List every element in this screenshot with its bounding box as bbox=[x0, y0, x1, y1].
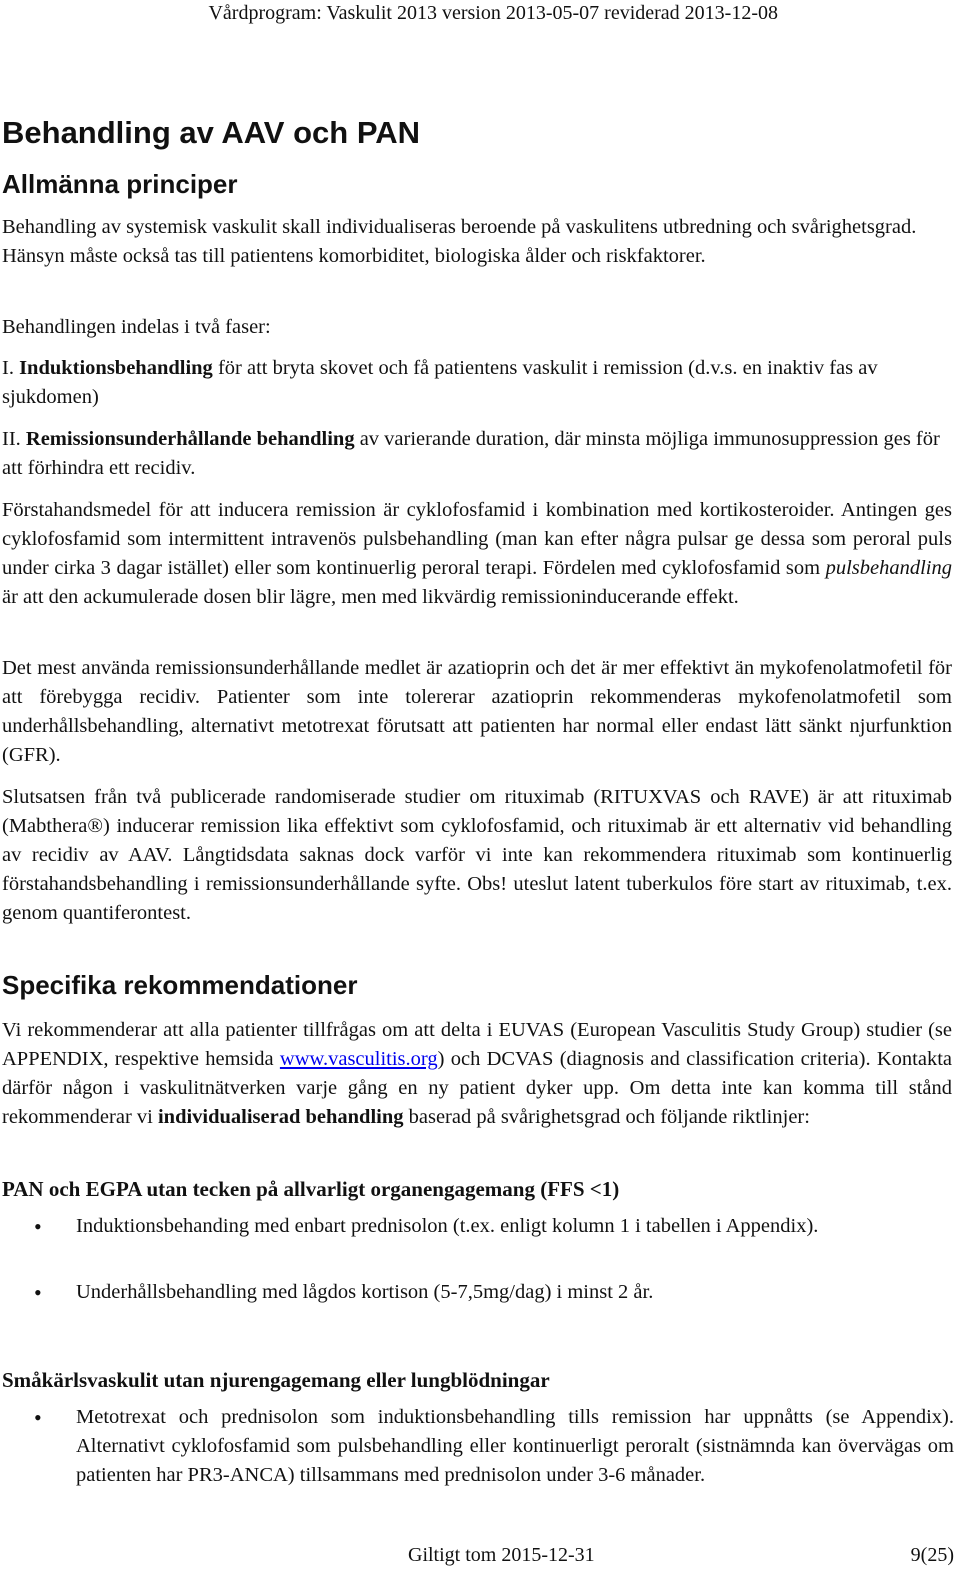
paragraph-two-phases: Behandlingen indelas i två faser: bbox=[2, 316, 271, 338]
euvas-text-3: baserad på svårighetsgrad och följande riktlinjer: bbox=[403, 1106, 810, 1128]
vasculitis-org-link[interactable]: www.vasculitis.org bbox=[279, 1048, 438, 1070]
page-number: 9(25) bbox=[910, 1544, 954, 1566]
bullet-icon: • bbox=[34, 1214, 42, 1239]
phase-2-number: II. bbox=[2, 428, 21, 450]
list-item: Underhållsbehandling med lågdos kortison (5-7,5mg/dag) i minst 2 år. bbox=[76, 1281, 654, 1303]
pulse-treatment-term: pulsbehandling bbox=[825, 557, 952, 579]
subheading-small-vessel-vasculitis: Småkärlsvaskulit utan njurengagemang eller lungblödningar bbox=[2, 1368, 550, 1392]
paragraph-cyclophosphamide bbox=[2, 496, 952, 612]
list-item: Induktionsbehanding med enbart prednisolon (t.ex. enligt kolumn 1 i tabellen i Appendix). bbox=[76, 1215, 819, 1237]
phase-1-induction bbox=[2, 354, 952, 412]
phase-2-term: Remissionsunderhållande behandling bbox=[25, 428, 355, 450]
bullet-icon: • bbox=[34, 1280, 42, 1305]
list-item: Metotrexat och prednisolon som induktionsbehandling tills remission har uppnåtts (se Appendix). Alternativt cyklofosfamid som pulsbehandling eller kontinuerligt peroralt (sistnämnda kan övervägas om patienten har PR3-ANCA) tillsammans med prednisolon under 3-6 månader. bbox=[76, 1406, 954, 1486]
phase-1-text: för att bryta skovet och få patientens vaskulit i remission (d.v.s. en inaktiv fas av sjukdomen) bbox=[2, 357, 878, 408]
page-title: Behandling av AAV och PAN bbox=[2, 115, 420, 150]
paragraph-azathioprine: Det mest använda remissionsunderhållande medlet är azatioprin och det är mer effektivt än mykofenolatmofetil för att förebygga recidiv. Patienter som inte tolererar azatioprin rekommenderas mykofenolatmofetil som underhållsbehandling, alternativt metotrexat förutsatt att patienten har normal eller endast lätt sänkt njurfunktion (GFR). bbox=[2, 657, 952, 766]
euvas-text-1: Vi rekommenderar att alla patienter tillfrågas om att delta i EUVAS (European Vasculitis Study Group) studier (se APPENDIX, respektive hemsida bbox=[2, 1019, 952, 1070]
footer-validity: Giltigt tom 2015-12-31 bbox=[408, 1544, 595, 1566]
section-heading-specific-recommendations: Specifika rekommendationer bbox=[2, 970, 358, 1000]
phase-1-term: Induktionsbehandling bbox=[19, 357, 213, 379]
cyclophosphamide-text-2: är att den ackumulerade dosen blir lägre, men med likvärdig remissioninducerande effekt. bbox=[2, 586, 739, 608]
running-header: Vårdprogram: Vaskulit 2013 version 2013-05-07 reviderad 2013-12-08 bbox=[208, 2, 778, 24]
subheading-pan-egpa: PAN och EGPA utan tecken på allvarligt organengagemang (FFS <1) bbox=[2, 1177, 620, 1201]
paragraph-rituximab: Slutsatsen från två publicerade randomiserade studier om rituximab (RITUXVAS och RAVE) är att rituximab (Mabthera®) inducerar remission lika effektivt som cyklofosfamid, och rituximab är ett alternativ vid behandling av recidiv av AAV. Långtidsdata saknas dock varför vi inte kan rekommendera rituximab som kontinuerlig förstahandsbehandling i remissionsunderhållande syfte. Obs! uteslut latent tuberkulos före start av rituximab, t.ex. genom quantiferontest. bbox=[2, 786, 952, 924]
phase-2-text: av varierande duration, där minsta möjliga immunosuppression ges för att förhindra ett recidiv. bbox=[2, 428, 940, 479]
individualised-treatment-term: individualiserad behandling bbox=[157, 1106, 404, 1128]
paragraph-individualisation: Behandling av systemisk vaskulit skall individualiseras beroende på vaskulitens utbredning och svårighetsgrad. Hänsyn måste också tas till patientens komorbiditet, biologiska ålder och riskfaktorer. bbox=[2, 216, 917, 267]
bullet-icon: • bbox=[34, 1405, 42, 1430]
euvas-text-2: ) och DCVAS (diagnosis and classification criteria). Kontakta därför någon i vaskulitnätverken varje gång en ny patient dyker upp. Om detta inte kan komma till stånd rekommenderar vi bbox=[2, 1048, 952, 1128]
cyclophosphamide-text-1: Förstahandsmedel för att inducera remission är cyklofosfamid i kombination med kortikosteroider. Antingen ges cyklofosfamid som intermittent intravenös pulsbehandling (man kan efter några pulsar ge dessa som peroral puls under cirka 3 dagar istället) eller som kontinuerlig peroral terapi. Fördelen med cyklofosfamid som bbox=[2, 499, 952, 579]
phase-1-number: I. bbox=[2, 357, 14, 379]
paragraph-euvas bbox=[2, 1016, 952, 1132]
phase-2-maintenance bbox=[2, 425, 952, 483]
section-heading-general-principles: Allmänna principer bbox=[2, 169, 238, 199]
